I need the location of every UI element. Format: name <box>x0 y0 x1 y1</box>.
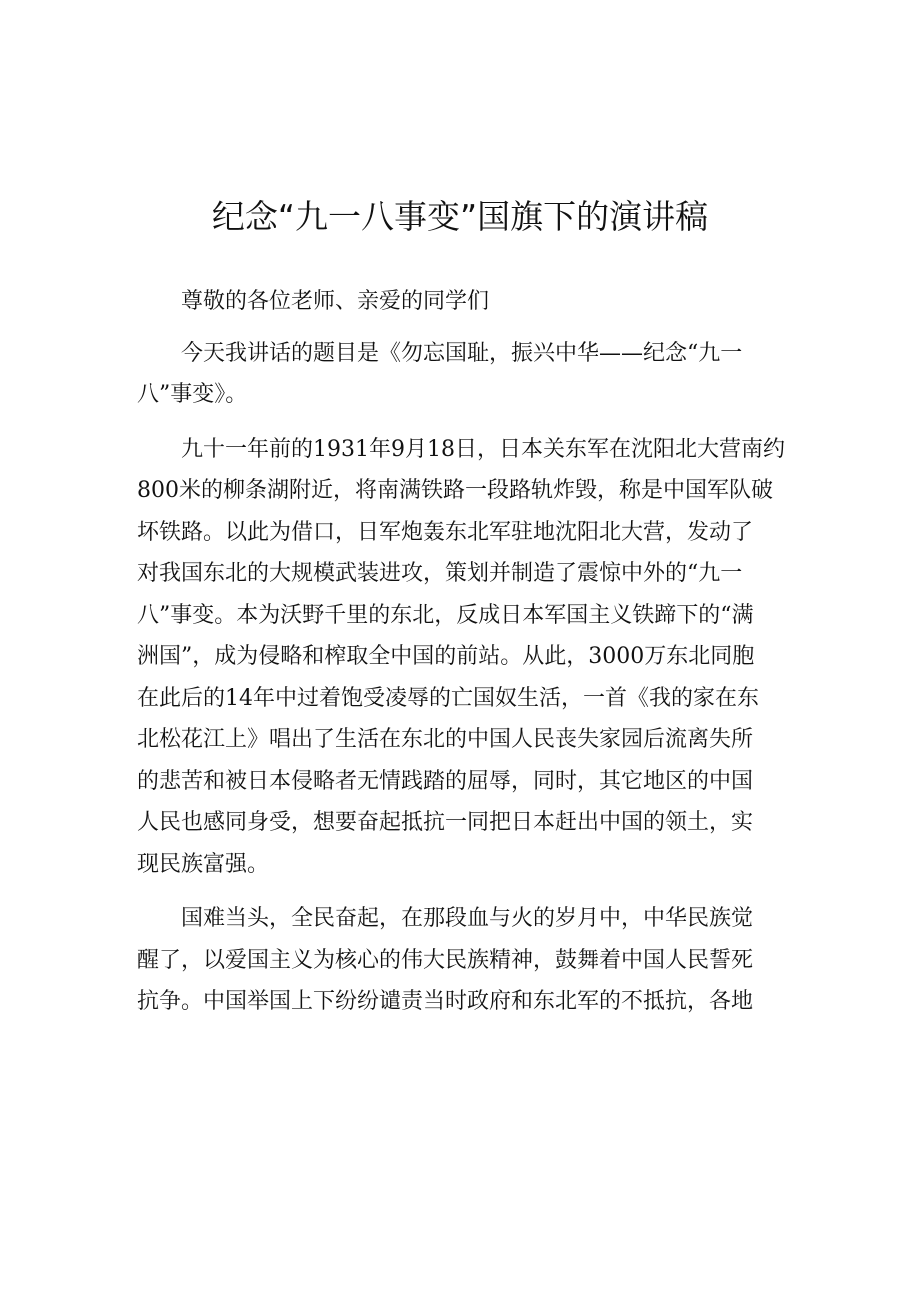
paragraph-history: 九十一年前的1931年9月18日，日本关东军在沈阳北大营南约 800米的柳条湖附近，将南满铁路一段路轨炸毁，称是中国军队破 坏铁路。以此为借口，日军炮轰东北军驻地沈阳北大营，发动了 对我国东北的大规模武装进攻，策划并制造了震惊中外的“九一 八”事变。本为沃野千里的东北，反成日本军国主义铁蹄下的“满 洲国”，成为侵略和榨取全中国的前站。从此，3000万东北同胞 在此后的14年中过着饱受凌辱的亡国奴生活，一首《我的家在东 北松花江上》唱出了生活在东北的中国人民丧失家园后流离失所 的悲苦和被日本侵略者无情践踏的屈辱，同时，其它地区的中国 人民也感同身受，想要奋起抵抗一同把日本赶出中国的领土，实 现民族富强。 <box>137 436 785 877</box>
greeting-line: 尊敬的各位老师、亲爱的同学们 <box>181 289 490 314</box>
document-title: 纪念“九一八事变”国旗下的演讲稿 <box>211 197 709 236</box>
paragraph-resistance: 国难当头，全民奋起，在那段血与火的岁月中，中华民族觉 醒了，以爱国主义为核心的伟大民族精神，鼓舞着中国人民誓死 抗争。中国举国上下纷纷谴责当时政府和东北军的不抵抗，各地 <box>137 906 754 1014</box>
paragraph-topic: 今天我讲话的题目是《勿忘国耻，振兴中华——纪念“九一 八”事变》。 <box>137 340 743 407</box>
speech-body <box>137 281 785 1036</box>
